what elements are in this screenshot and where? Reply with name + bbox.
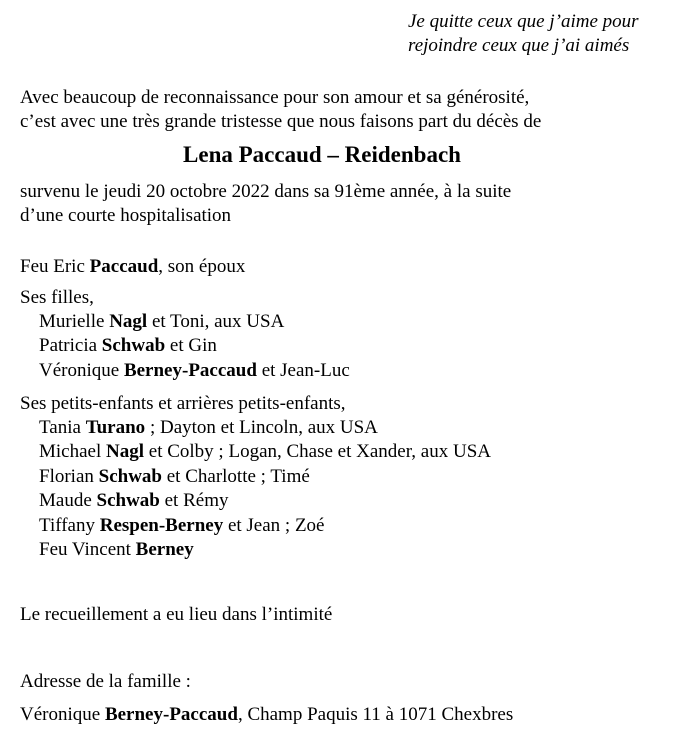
daughter-details: et Gin bbox=[165, 335, 217, 356]
grandchild-item bbox=[39, 538, 194, 562]
daughter-first-name: Patricia bbox=[39, 335, 102, 356]
grandchild-details: et Charlotte ; Timé bbox=[162, 466, 310, 487]
family-address bbox=[20, 703, 513, 727]
daughter-item bbox=[39, 310, 284, 334]
family-address-label: Adresse de la famille : bbox=[20, 671, 191, 692]
intro-line-1: Avec beaucoup de reconnaissance pour son amour et sa générosité, bbox=[20, 87, 530, 108]
daughter-item bbox=[39, 334, 217, 358]
daughter-first-name: Véronique bbox=[39, 360, 124, 381]
daughter-first-name: Murielle bbox=[39, 311, 110, 332]
daughter-details: et Jean-Luc bbox=[256, 360, 350, 381]
spouse-suffix: , son époux bbox=[158, 256, 246, 277]
epigraph-line-2: rejoindre ceux que j’ai aimés bbox=[408, 35, 630, 56]
grandchild-first-name: Tiffany bbox=[39, 515, 100, 536]
intro-line-2: c’est avec une très grande tristesse que nous faisons part du décès de bbox=[20, 111, 542, 132]
address-first-name: Véronique bbox=[20, 704, 105, 725]
daughters-heading: Ses filles, bbox=[20, 287, 94, 308]
daughter-surname: Berney-Paccaud bbox=[123, 360, 257, 381]
grandchild-details: ; Dayton et Lincoln, aux USA bbox=[145, 417, 378, 438]
grandchild-first-name: Feu Vincent bbox=[39, 539, 136, 560]
daughter-surname: Nagl bbox=[109, 311, 148, 332]
grandchild-surname: Schwab bbox=[98, 466, 162, 487]
grandchild-surname: Berney bbox=[135, 539, 194, 560]
epigraph-line-1: Je quitte ceux que j’aime pour bbox=[408, 11, 639, 32]
deceased-name: Lena Paccaud – Reidenbach bbox=[183, 142, 461, 167]
grandchild-surname: Schwab bbox=[96, 490, 160, 511]
grandchildren-heading: Ses petits-enfants et arrières petits-enfants, bbox=[20, 393, 346, 414]
grandchild-first-name: Michael bbox=[39, 441, 107, 462]
spouse-surname: Paccaud bbox=[89, 256, 159, 277]
death-info-line-2: d’une courte hospitalisation bbox=[20, 205, 232, 226]
grandchild-surname: Respen-Berney bbox=[99, 515, 224, 536]
address-street: , Champ Paquis 11 à 1071 Chexbres bbox=[237, 704, 514, 725]
grandchild-item bbox=[39, 489, 228, 513]
spouse-prefix: Feu Eric bbox=[20, 256, 90, 277]
grandchild-surname: Nagl bbox=[106, 441, 145, 462]
grandchild-details: et Rémy bbox=[159, 490, 229, 511]
grandchild-details: et Colby ; Logan, Chase et Xander, aux USA bbox=[144, 441, 491, 462]
grandchild-first-name: Tania bbox=[39, 417, 86, 438]
grandchild-item bbox=[39, 440, 491, 464]
grandchild-item bbox=[39, 465, 310, 489]
daughter-item bbox=[39, 359, 350, 383]
grandchild-first-name: Maude bbox=[39, 490, 97, 511]
spouse-line bbox=[20, 255, 245, 279]
daughter-details: et Toni, aux USA bbox=[147, 311, 285, 332]
grandchild-details: et Jean ; Zoé bbox=[223, 515, 325, 536]
grandchild-item bbox=[39, 514, 325, 538]
grandchild-surname: Turano bbox=[85, 417, 146, 438]
daughter-surname: Schwab bbox=[101, 335, 166, 356]
grandchild-item bbox=[39, 416, 378, 440]
grandchild-first-name: Florian bbox=[39, 466, 99, 487]
death-info-line-1: survenu le jeudi 20 octobre 2022 dans sa 91ème année, à la suite bbox=[20, 181, 512, 202]
address-surname: Berney-Paccaud bbox=[104, 704, 238, 725]
ceremony-note: Le recueillement a eu lieu dans l’intimité bbox=[20, 604, 333, 625]
